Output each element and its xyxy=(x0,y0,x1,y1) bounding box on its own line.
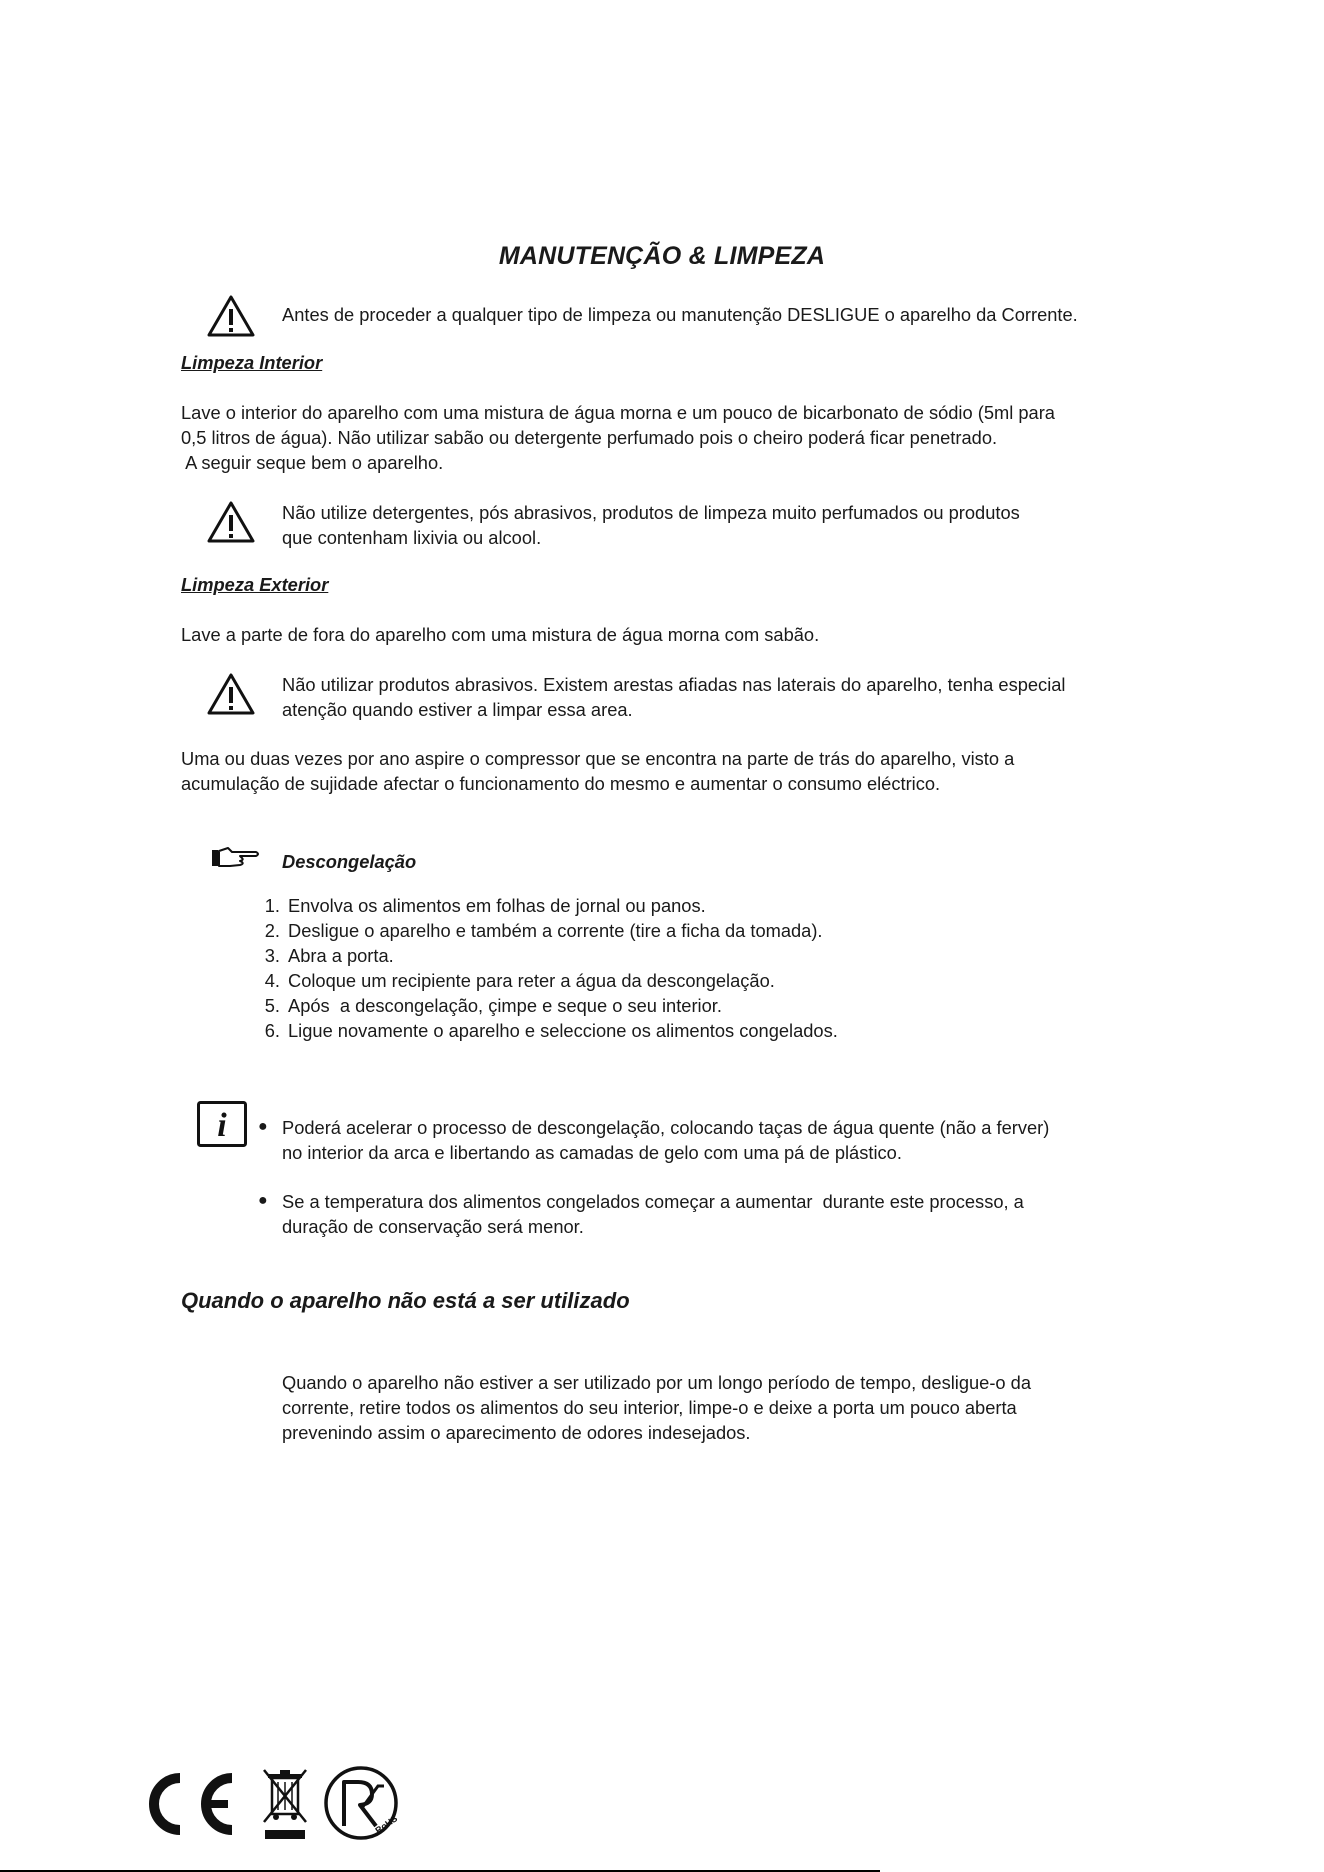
bullet-dot: ● xyxy=(258,1192,268,1209)
warning-text-disconnect: Antes de proceder a qualquer tipo de limpeza ou manutenção DESLIGUE o aparelho da Corrente. xyxy=(282,304,1078,325)
list-item xyxy=(252,893,838,918)
step-number: 5. xyxy=(264,995,280,1016)
warning-text-detergents-2: que contenham lixivia ou alcool. xyxy=(282,527,542,548)
bullet-dot: ● xyxy=(258,1118,268,1135)
step-number: 3. xyxy=(264,945,280,966)
section-heading-interior: Limpeza Interior xyxy=(181,352,323,373)
info-icon xyxy=(196,1100,248,1148)
step-number: 1. xyxy=(264,895,280,916)
ce-mark xyxy=(138,1770,238,1838)
interior-line-3: A seguir seque bem o aparelho. xyxy=(181,452,444,473)
not-in-use-line-3: prevenindo assim o aparecimento de odores indesejados. xyxy=(282,1422,751,1443)
info-bullet-2-line-2: duração de conservação será menor. xyxy=(282,1216,584,1237)
warning-icon xyxy=(206,500,256,544)
list-item xyxy=(252,968,838,993)
step-text: Abra a porta. xyxy=(288,945,394,966)
interior-line-1: Lave o interior do aparelho com uma mistura de água morna e um pouco de bicarbonato de sódio (5ml para xyxy=(181,402,1055,423)
info-icon-letter: i xyxy=(217,1107,227,1144)
rohs-logo xyxy=(322,1764,400,1842)
exterior-line: Lave a parte de fora do aparelho com uma mistura de água morna com sabão. xyxy=(181,624,820,645)
compressor-line-2: acumulação de sujidade afectar o funcionamento do mesmo e aumentar o consumo eléctrico. xyxy=(181,773,941,794)
step-text: Desligue o aparelho e também a corrente (tire a ficha da tomada). xyxy=(288,920,823,941)
step-text: Coloque um recipiente para reter a água da descongelação. xyxy=(288,970,775,991)
weee-crossed-bin-icon xyxy=(258,1766,312,1842)
interior-line-2: 0,5 litros de água). Não utilizar sabão ou detergente perfumado pois o cheiro poderá ficar penetrado. xyxy=(181,427,998,448)
warning-icon xyxy=(206,294,256,338)
section-heading-not-in-use: Quando o aparelho não está a ser utilizado xyxy=(181,1288,630,1313)
warning-text-abrasives-1: Não utilizar produtos abrasivos. Existem arestas afiadas nas laterais do aparelho, tenha especial xyxy=(282,674,1066,695)
warning-text-detergents-1: Não utilize detergentes, pós abrasivos, produtos de limpeza muito perfumados ou produtos xyxy=(282,502,1020,523)
info-bullet-2-line-1: Se a temperatura dos alimentos congelados começar a aumentar durante este processo, a xyxy=(282,1191,1024,1212)
step-number: 4. xyxy=(264,970,280,991)
defrost-heading: Descongelação xyxy=(282,851,417,872)
pointing-hand-icon xyxy=(210,844,262,870)
step-text: Ligue novamente o aparelho e seleccione os alimentos congelados. xyxy=(288,1020,838,1041)
step-number: 2. xyxy=(264,920,280,941)
list-item xyxy=(252,918,838,943)
step-text: Após a descongelação, çimpe e seque o seu interior. xyxy=(288,995,722,1016)
list-item xyxy=(252,1018,838,1043)
compressor-line-1: Uma ou duas vezes por ano aspire o compressor que se encontra na parte de trás do aparelho, visto a xyxy=(181,748,1015,769)
list-item xyxy=(252,943,838,968)
step-text: Envolva os alimentos em folhas de jornal ou panos. xyxy=(288,895,706,916)
svg-text:RoHS: RoHS xyxy=(373,1813,400,1836)
step-number: 6. xyxy=(264,1020,280,1041)
list-item xyxy=(252,993,838,1018)
warning-icon xyxy=(206,672,256,716)
defrost-steps xyxy=(252,893,838,1043)
section-heading-exterior: Limpeza Exterior xyxy=(181,574,329,595)
page-title: MANUTENÇÃO & LIMPEZA xyxy=(498,242,826,270)
info-bullet-1-line-1: Poderá acelerar o processo de descongelação, colocando taças de água quente (não a ferver) xyxy=(282,1117,1050,1138)
not-in-use-line-2: corrente, retire todos os alimentos do seu interior, limpe-o e deixe a porta um pouco aberta xyxy=(282,1397,1017,1418)
info-bullet-1-line-2: no interior da arca e libertando as camadas de gelo com uma pá de plástico. xyxy=(282,1142,902,1163)
not-in-use-line-1: Quando o aparelho não estiver a ser utilizado por um longo período de tempo, desligue-o da xyxy=(282,1372,1032,1393)
warning-text-abrasives-2: atenção quando estiver a limpar essa area. xyxy=(282,699,633,720)
